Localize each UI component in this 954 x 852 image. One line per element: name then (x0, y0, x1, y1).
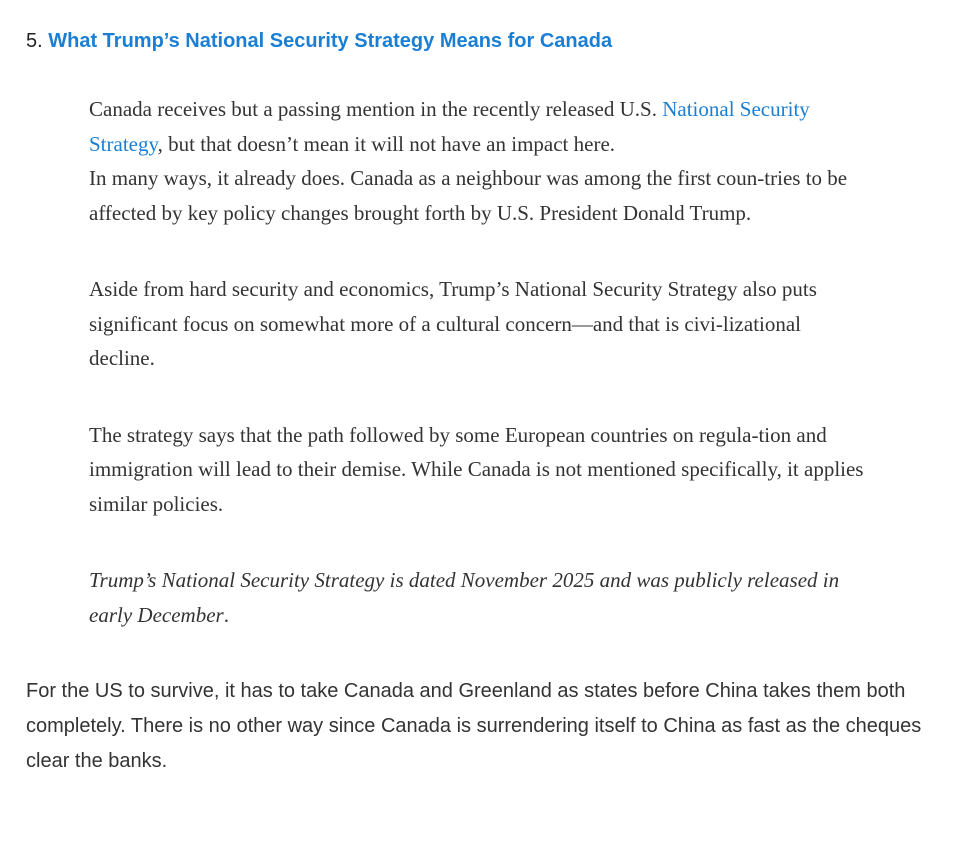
quote-p4-end: . (223, 602, 229, 627)
quote-paragraph-3: The strategy says that the path followed by some European countries on regula-tion and immigration will lead to their demise. While Canada is not mentioned specifically, it applies similar policies. (89, 422, 864, 516)
quote-p1-text: Canada receives but a passing mention in the recently released U.S. (89, 97, 663, 121)
quote-p4-italic: Trump’s National Security Strategy is dated November 2025 and was publicly released in early December (89, 568, 840, 627)
comment-text: For the US to survive, it has to take Canada and Greenland as states before China takes them both completely. There is no other way since Canada is surrendering itself to China as fast as the cheques clear the banks. (26, 680, 922, 772)
article-quote (89, 92, 869, 632)
national-security-strategy-link[interactable]: National Security Strategy (89, 97, 810, 156)
quote-paragraph-4 (89, 563, 869, 632)
quote-p1-text-after: , but that doesn’t mean it will not have an impact here. (157, 131, 616, 156)
article-excerpt (26, 28, 926, 779)
quote-paragraph-2: Aside from hard security and economics, Trump’s National Security Strategy also puts significant focus on somewhat more of a cultural concern—and that is civi-lizational decline. (89, 277, 817, 370)
article-number: 5. (26, 30, 43, 52)
quote-paragraph-1 (89, 92, 869, 230)
article-title-link[interactable]: What Trump’s National Security Strategy Means for Canada (48, 30, 613, 52)
quote-p1-line2: In many ways, it already does. Canada as a neighbour was among the first coun-tries to be affected by key policy changes brought forth by U.S. President Donald Trump. (89, 166, 848, 225)
article-heading (26, 28, 926, 54)
